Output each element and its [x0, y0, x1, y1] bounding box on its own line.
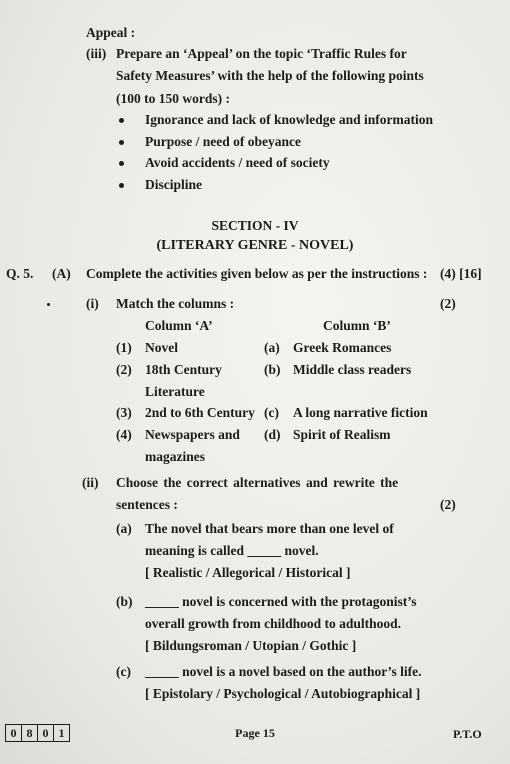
item-line-1: _____ novel is concerned with the protagonist’s [145, 594, 417, 609]
col-a-number: (4) [116, 427, 132, 442]
col-a-item: Newspapers and [145, 427, 240, 442]
choose-number: (ii) [82, 475, 99, 490]
appeal-line-2: Safety Measures’ with the help of the following points [116, 68, 424, 83]
appeal-point-4: Discipline [145, 177, 203, 192]
col-a-item: 2nd to 6th Century [145, 405, 255, 420]
bullet-dot [119, 118, 124, 123]
section-subtitle: (LITERARY GENRE - NOVEL) [156, 238, 354, 253]
item-options: [ Realistic / Allegorical / Historical ] [145, 565, 351, 580]
question-number: Q. 5. [6, 266, 34, 281]
col-a-number: (1) [116, 340, 132, 355]
col-b-letter: (c) [264, 405, 279, 420]
col-a-item-cont: Literature [145, 384, 205, 399]
col-b-item: Middle class readers [293, 362, 412, 377]
item-options: [ Epistolary / Psychological / Autobiographical ] [145, 686, 421, 701]
column-b-heading: Column ‘B’ [323, 318, 391, 333]
col-b-letter: (d) [264, 427, 281, 442]
item-line-1: _____ novel is a novel based on the author’s life. [145, 664, 422, 679]
col-b-item: A long narrative fiction [293, 405, 428, 420]
col-a-item: Novel [145, 340, 178, 355]
question-part: (A) [52, 266, 71, 281]
col-a-item: 18th Century [145, 362, 222, 377]
item-line-1: The novel that bears more than one level of [145, 521, 394, 536]
col-b-letter: (b) [264, 362, 281, 377]
col-b-letter: (a) [264, 340, 280, 355]
section-title: SECTION - IV [211, 218, 299, 233]
appeal-point-2: Purpose / need of obeyance [145, 134, 301, 149]
col-a-number: (3) [116, 405, 132, 420]
match-title: Match the columns : [116, 296, 235, 311]
appeal-point-3: Avoid accidents / need of society [145, 155, 330, 170]
question-marks: (4) [16] [440, 266, 482, 281]
match-number: (i) [86, 296, 99, 311]
item-line-2: meaning is called _____ novel. [145, 543, 319, 558]
code-digit: 0 [38, 725, 54, 741]
col-b-item: Spirit of Realism [293, 427, 391, 442]
item-label: (b) [116, 594, 133, 609]
code-digit: 1 [58, 726, 65, 740]
item-label: (a) [116, 521, 132, 536]
page-number: Page 15 [235, 726, 275, 740]
column-a-heading: Column ‘A’ [145, 318, 213, 333]
appeal-heading: Appeal : [86, 25, 136, 40]
question-instruction: Complete the activities given below as per the instructions : [86, 266, 428, 281]
col-a-item-cont: magazines [145, 449, 205, 464]
bullet-dot [119, 183, 124, 188]
appeal-line-3: (100 to 150 words) : [116, 91, 230, 106]
stray-dot [47, 303, 50, 306]
code-digit: 8 [22, 725, 38, 741]
choose-line-2: sentences : [116, 497, 178, 512]
code-digit: 0 [6, 725, 22, 741]
appeal-point-1: Ignorance and lack of knowledge and information [145, 112, 434, 127]
col-a-number: (2) [116, 362, 132, 377]
choose-line-1: Choose the correct alternatives and rewrite the [116, 475, 399, 490]
choose-marks: (2) [440, 497, 456, 512]
col-b-item: Greek Romances [293, 340, 392, 355]
bullet-dot [119, 140, 124, 145]
pto-label: P.T.O [453, 727, 482, 741]
item-line-2: overall growth from childhood to adulthood. [145, 616, 402, 631]
bullet-dot [119, 161, 124, 166]
item-label: (c) [116, 664, 131, 679]
match-marks: (2) [440, 296, 456, 311]
appeal-number: (iii) [86, 46, 107, 61]
item-options: [ Bildungsroman / Utopian / Gothic ] [145, 638, 357, 653]
appeal-line-1: Prepare an ‘Appeal’ on the topic ‘Traffic Rules for [116, 46, 407, 61]
